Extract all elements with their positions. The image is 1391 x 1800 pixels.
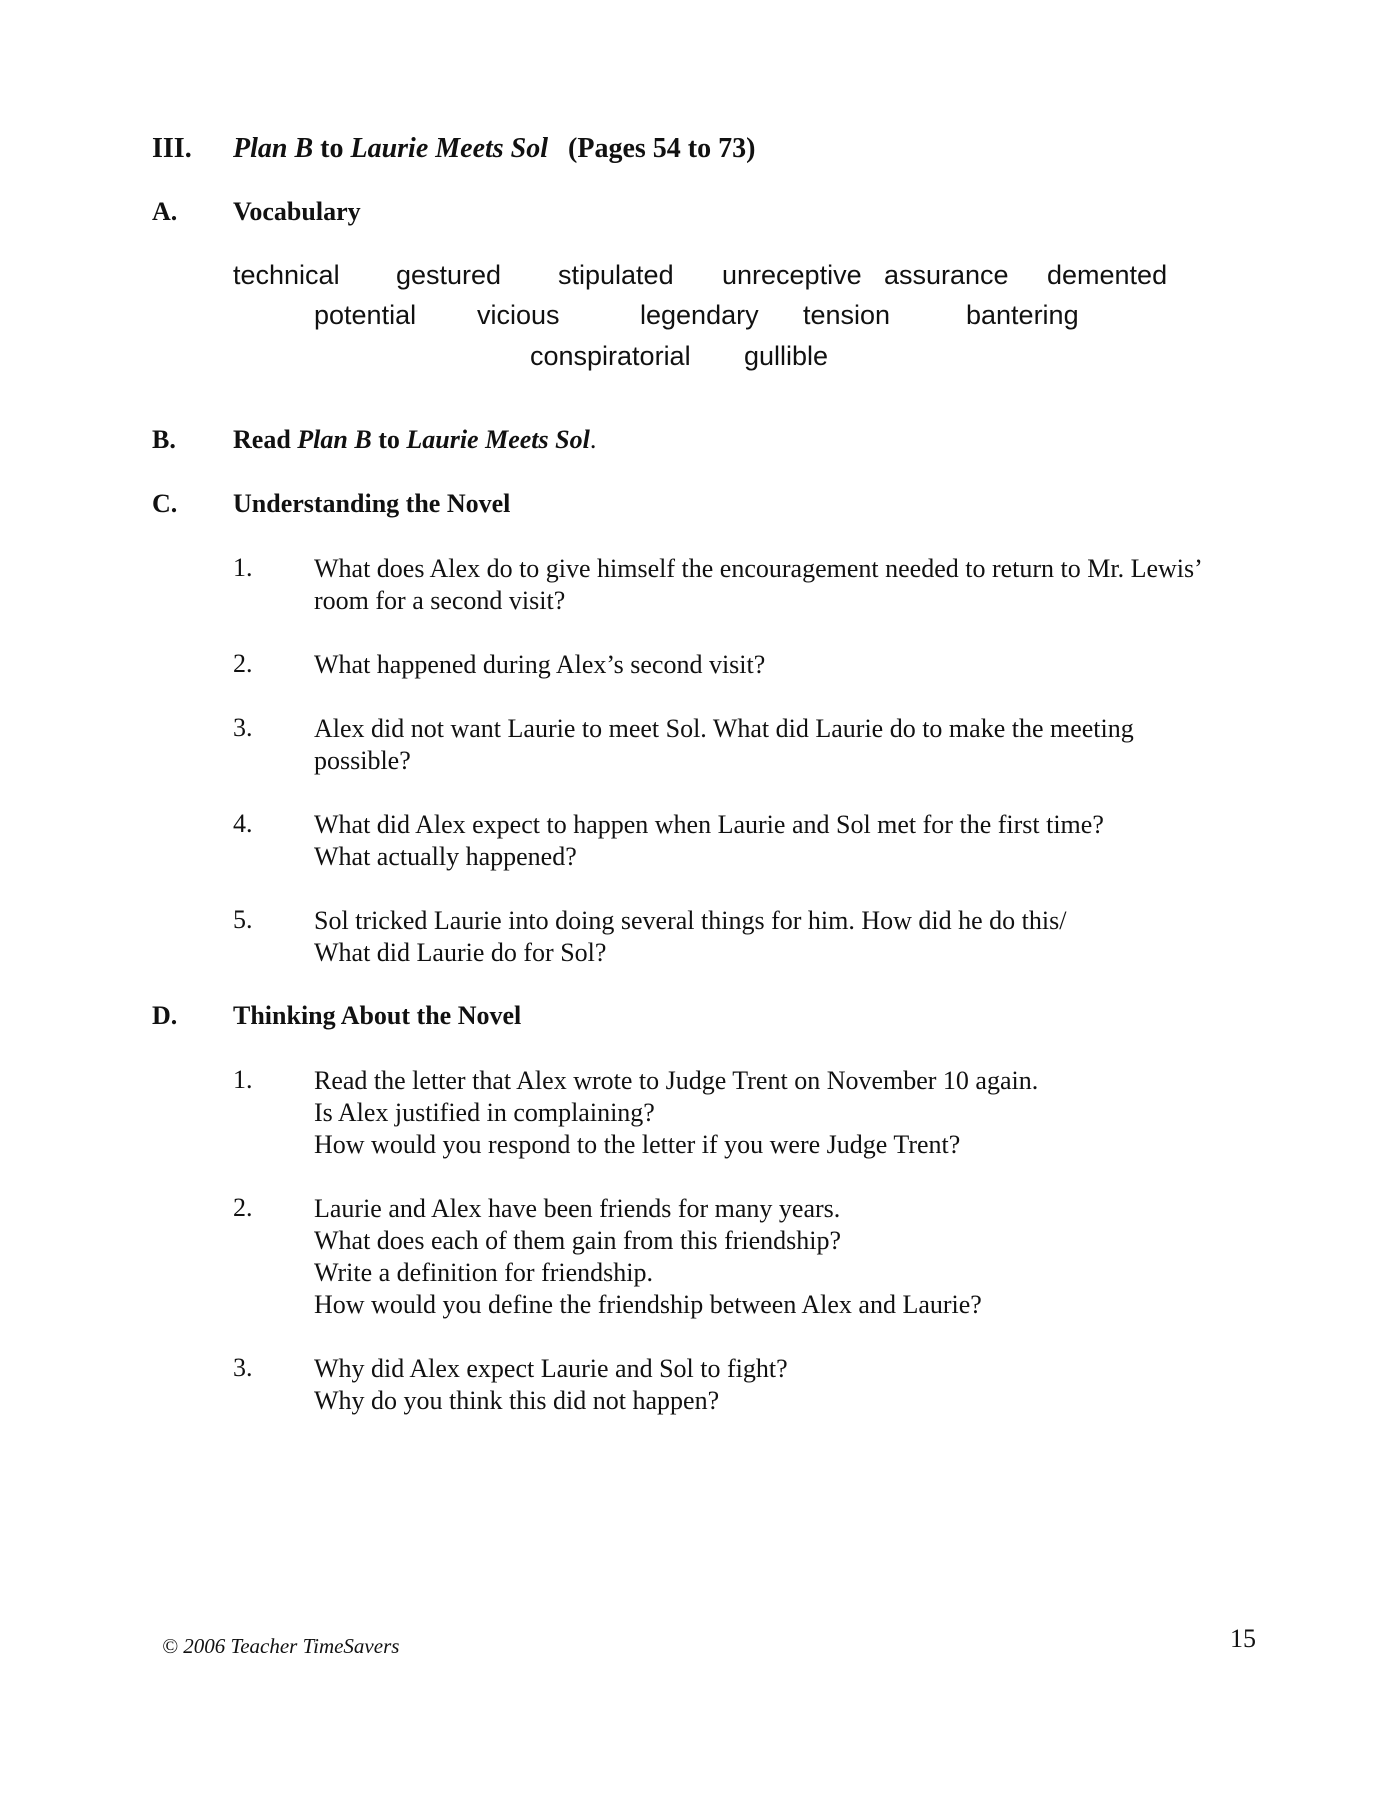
question-number: 1. [233,1065,253,1094]
question-number: 3. [233,713,253,742]
unit-title-part2: Laurie Meets Sol [350,133,549,164]
section-d-title: Thinking About the Novel [233,1001,522,1030]
unit-number: III. [152,133,192,164]
vocab-word: legendary [640,300,759,330]
vocab-word: gullible [744,341,829,371]
section-a-letter: A. [152,197,178,226]
question-line: How would you define the friendship between Alex and Laurie? [314,1290,982,1319]
vocab-word: stipulated [558,260,674,290]
question-line: Why did Alex expect Laurie and Sol to fight? [314,1354,788,1383]
section-b-part2: Laurie Meets Sol [406,425,590,454]
question-line: What did Laurie do for Sol? [314,938,607,967]
vocab-word: conspiratorial [530,341,691,371]
question-line: Read the letter that Alex wrote to Judge Trent on November 10 again. [314,1066,1039,1095]
unit-pages: (Pages 54 to 73) [568,133,756,164]
unit-title-connector: to [313,133,351,164]
vocab-word: potential [314,300,417,330]
vocab-word: gestured [396,260,502,290]
unit-title-part1: Plan B [233,133,314,164]
page-number: 15 [1230,1624,1256,1653]
section-b-part1: Plan B [297,425,372,454]
section-b-letter: B. [152,425,176,454]
question-number: 4. [233,809,253,838]
question-text [314,1193,982,1321]
question-line: How would you respond to the letter if you were Judge Trent? [314,1130,961,1159]
question-number: 3. [233,1353,253,1382]
section-b-connector: to [371,425,407,454]
question-text [314,649,765,681]
section-c-title: Understanding the Novel [233,489,511,518]
vocab-word: assurance [884,260,1009,290]
unit-title [233,133,755,165]
vocab-word: unreceptive [722,260,862,290]
question-line: What happened during Alex’s second visit? [314,650,766,679]
question-number: 2. [233,649,253,678]
question-line: Why do you think this did not happen? [314,1386,720,1415]
question-text [314,713,1134,777]
vocab-word: tension [803,300,891,330]
vocab-word: bantering [966,300,1079,330]
question-number: 1. [233,553,253,582]
section-a-title: Vocabulary [233,197,361,226]
question-text [314,1065,1038,1161]
question-line: possible? [314,746,411,775]
question-text [314,553,1203,617]
question-line: Laurie and Alex have been friends for many years. [314,1194,841,1223]
vocab-word: vicious [477,300,560,330]
question-line: What does Alex do to give himself the encouragement needed to return to Mr. Lewis’ [314,554,1203,583]
question-line: What does each of them gain from this friendship? [314,1226,842,1255]
question-text [314,809,1104,873]
question-line: Write a definition for friendship. [314,1258,654,1287]
section-d-letter: D. [152,1001,178,1030]
question-line: Alex did not want Laurie to meet Sol. What did Laurie do to make the meeting [314,714,1134,743]
section-c-letter: C. [152,489,178,518]
section-b-suffix: . [589,425,597,454]
question-line: What actually happened? [314,842,577,871]
vocab-word: technical [233,260,340,290]
vocab-word: demented [1047,260,1168,290]
section-b-title [233,425,596,455]
section-b-prefix: Read [233,425,298,454]
footer-copyright: © 2006 Teacher TimeSavers [162,1634,400,1658]
question-line: Sol tricked Laurie into doing several things for him. How did he do this/ [314,906,1067,935]
question-line: Is Alex justified in complaining? [314,1098,655,1127]
question-number: 2. [233,1193,253,1222]
question-line: room for a second visit? [314,586,566,615]
question-number: 5. [233,905,253,934]
question-line: What did Alex expect to happen when Laurie and Sol met for the first time? [314,810,1104,839]
question-text [314,1353,788,1417]
question-text [314,905,1066,969]
